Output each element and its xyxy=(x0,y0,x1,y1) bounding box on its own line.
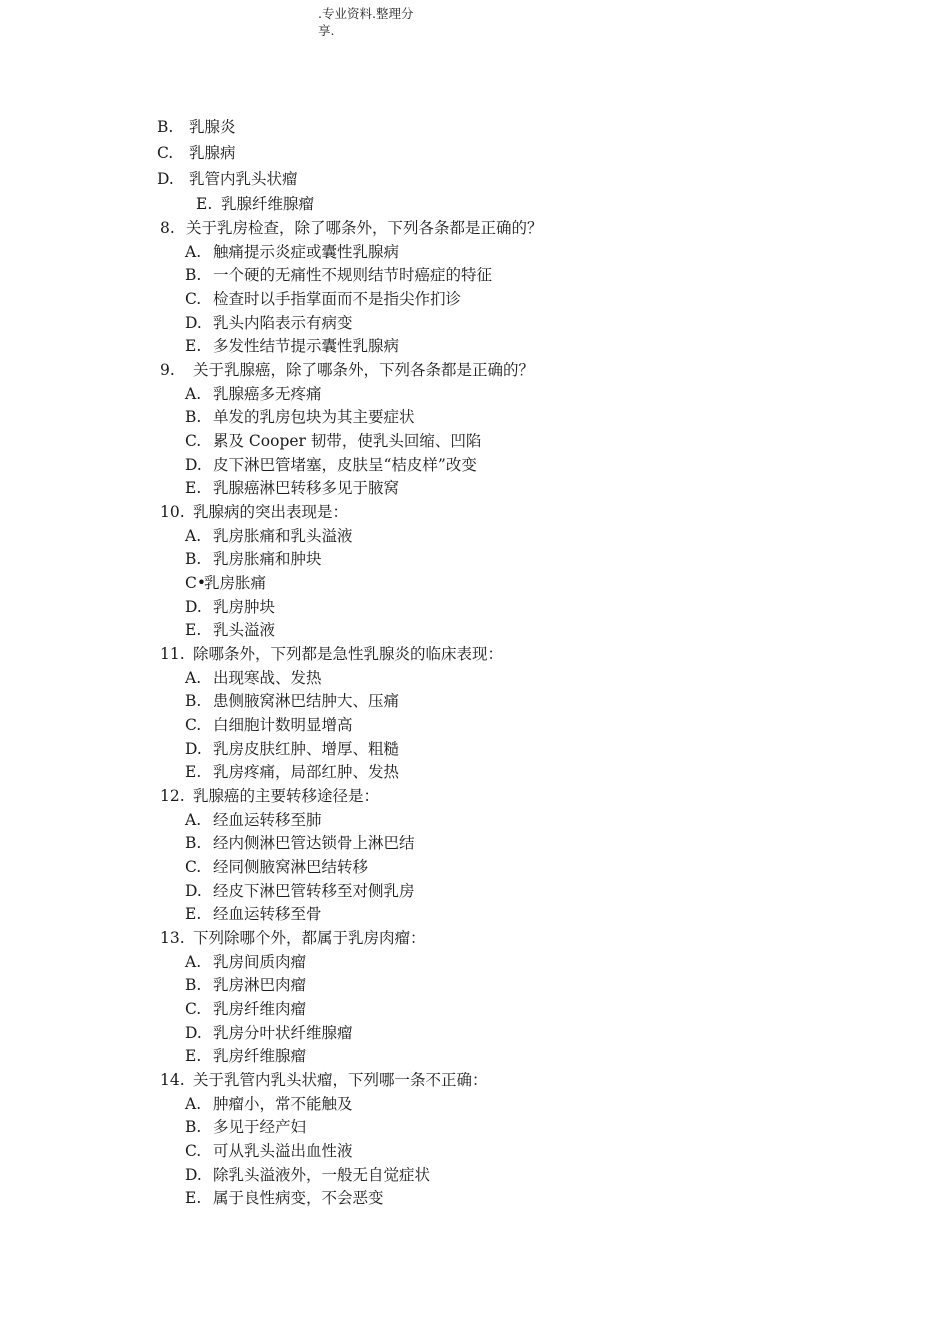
option-text: 属于良性病变，不会恶变 xyxy=(213,1189,384,1207)
option-label: B. xyxy=(185,976,202,994)
question-13-option-b xyxy=(185,975,306,995)
option-label: D. xyxy=(185,1166,202,1184)
option-label: E. xyxy=(185,337,202,355)
option-label: E. xyxy=(185,621,202,639)
option-text: 触痛提示炎症或囊性乳腺病 xyxy=(213,243,400,261)
option-label: D. xyxy=(185,456,202,474)
option-label: B. xyxy=(185,692,202,710)
option-text: 乳腺癌多无疼痛 xyxy=(213,385,322,403)
header-line-1: .专业资料.整理分 xyxy=(318,6,414,21)
question-text: 乳腺癌的主要转移途径是： xyxy=(193,787,380,805)
question-14 xyxy=(160,1070,488,1090)
question-9-option-a xyxy=(185,384,322,404)
option-label: C• xyxy=(185,574,207,592)
option-label: D. xyxy=(185,314,202,332)
option-label: C. xyxy=(185,716,202,734)
option-text: 患侧腋窝淋巴结肿大、压痛 xyxy=(213,692,400,710)
question-text: 乳腺病的突出表现是： xyxy=(193,503,349,521)
option-e xyxy=(196,194,314,214)
option-text: 乳房淋巴肉瘤 xyxy=(213,976,307,994)
question-14-option-a xyxy=(185,1094,353,1114)
option-b xyxy=(157,117,236,137)
question-9-option-d xyxy=(185,455,477,475)
option-text: 乳房胀痛 xyxy=(204,574,267,592)
option-text: 乳房肿块 xyxy=(213,598,276,616)
option-text: 经血运转移至骨 xyxy=(213,905,322,923)
question-8-option-a xyxy=(185,242,399,262)
option-text: 乳腺纤维腺瘤 xyxy=(221,195,315,213)
question-number: 13. xyxy=(160,929,185,947)
option-label: A. xyxy=(185,811,202,829)
question-12-option-d xyxy=(185,881,415,901)
option-label: A. xyxy=(185,243,202,261)
option-label: D. xyxy=(185,1024,202,1042)
option-label: A. xyxy=(185,527,202,545)
question-10 xyxy=(160,502,348,522)
option-label: A. xyxy=(185,385,202,403)
question-11-option-e xyxy=(185,762,399,782)
question-8-option-b xyxy=(185,265,492,285)
question-10-option-c xyxy=(185,573,266,593)
option-label: A. xyxy=(185,1095,202,1113)
question-10-option-b xyxy=(185,549,322,569)
option-label: D. xyxy=(157,170,174,188)
question-13-option-e xyxy=(185,1046,306,1066)
question-13-option-d xyxy=(185,1023,353,1043)
option-label: C. xyxy=(185,290,202,308)
header-line-2: 享. xyxy=(318,23,335,38)
page-header xyxy=(318,5,438,39)
question-number: 8. xyxy=(160,219,175,237)
question-13 xyxy=(160,928,426,948)
question-11-option-b xyxy=(185,691,399,711)
question-11-option-c xyxy=(185,715,353,735)
option-label: A. xyxy=(185,669,202,687)
option-text: 经皮下淋巴管转移至对侧乳房 xyxy=(213,882,415,900)
option-text: 乳腺癌淋巴转移多见于腋窝 xyxy=(213,479,400,497)
option-text: 多见于经产妇 xyxy=(213,1118,307,1136)
option-text: 皮下淋巴管堵塞，皮肤呈“桔皮样”改变 xyxy=(213,456,477,474)
question-14-option-e xyxy=(185,1188,384,1208)
option-label: A. xyxy=(185,953,202,971)
option-label: B. xyxy=(185,266,202,284)
question-8-option-d xyxy=(185,313,353,333)
question-13-option-a xyxy=(185,952,306,972)
question-number: 10. xyxy=(160,503,185,521)
question-14-option-d xyxy=(185,1165,430,1185)
option-label: E. xyxy=(185,763,202,781)
option-label: B. xyxy=(157,118,174,136)
question-10-option-e xyxy=(185,620,275,640)
question-9-option-b xyxy=(185,407,415,427)
option-text: 经血运转移至肺 xyxy=(213,811,322,829)
option-text: 乳腺病 xyxy=(189,144,236,162)
option-label: D. xyxy=(185,882,202,900)
option-label: B. xyxy=(185,550,202,568)
option-text: 乳房纤维腺瘤 xyxy=(213,1047,307,1065)
question-text: 关于乳房检查，除了哪条外，下列各条都是正确的？ xyxy=(186,219,543,237)
question-14-option-c xyxy=(185,1141,353,1161)
question-10-option-d xyxy=(185,597,275,617)
option-text: 乳管内乳头状瘤 xyxy=(189,170,298,188)
option-label: C. xyxy=(157,144,174,162)
option-text: 出现寒战、发热 xyxy=(213,669,322,687)
question-10-option-a xyxy=(185,526,353,546)
question-8-option-c xyxy=(185,289,461,309)
option-text: 白细胞计数明显增高 xyxy=(213,716,353,734)
option-label: B. xyxy=(185,408,202,426)
question-9 xyxy=(160,360,534,380)
option-text: 累及 Cooper 韧带，使乳头回缩、凹陷 xyxy=(213,432,482,450)
question-11 xyxy=(160,644,503,664)
question-8 xyxy=(160,218,543,238)
option-label: D. xyxy=(185,740,202,758)
option-text: 经内侧淋巴管达锁骨上淋巴结 xyxy=(213,834,415,852)
option-label: C. xyxy=(185,1000,202,1018)
option-text: 乳房分叶状纤维腺瘤 xyxy=(213,1024,353,1042)
option-d xyxy=(157,169,298,189)
option-c xyxy=(157,143,236,163)
option-text: 除乳头溢液外，一般无自觉症状 xyxy=(213,1166,431,1184)
question-text: 关于乳腺癌，除了哪条外，下列各条都是正确的？ xyxy=(193,361,535,379)
question-9-option-c xyxy=(185,431,481,451)
question-13-option-c xyxy=(185,999,306,1019)
option-text: 乳房皮肤红肿、增厚、粗糙 xyxy=(213,740,400,758)
option-label: D. xyxy=(185,598,202,616)
option-label: C. xyxy=(185,1142,202,1160)
question-text: 除哪条外，下列都是急性乳腺炎的临床表现： xyxy=(193,645,504,663)
question-12-option-b xyxy=(185,833,415,853)
option-text: 单发的乳房包块为其主要症状 xyxy=(213,408,415,426)
question-text: 关于乳管内乳头状瘤，下列哪一条不正确： xyxy=(193,1071,488,1089)
option-text: 乳房胀痛和肿块 xyxy=(213,550,322,568)
option-text: 乳房疼痛，局部红肿、发热 xyxy=(213,763,400,781)
option-label: C. xyxy=(185,432,202,450)
option-label: E. xyxy=(196,195,213,213)
option-text: 乳头内陷表示有病变 xyxy=(213,314,353,332)
option-text: 可从乳头溢出血性液 xyxy=(213,1142,353,1160)
option-text: 乳房纤维肉瘤 xyxy=(213,1000,307,1018)
question-14-option-b xyxy=(185,1117,306,1137)
option-label: B. xyxy=(185,1118,202,1136)
question-number: 9. xyxy=(160,361,175,379)
question-number: 11. xyxy=(160,645,185,663)
option-text: 乳房间质肉瘤 xyxy=(213,953,307,971)
option-label: B. xyxy=(185,834,202,852)
option-label: E. xyxy=(185,1047,202,1065)
option-text: 检查时以手指掌面而不是指尖作扪诊 xyxy=(213,290,462,308)
option-label: E. xyxy=(185,905,202,923)
question-11-option-a xyxy=(185,668,322,688)
question-12-option-e xyxy=(185,904,322,924)
option-text: 多发性结节提示囊性乳腺病 xyxy=(213,337,400,355)
option-text: 肿瘤小，常不能触及 xyxy=(213,1095,353,1113)
option-label: C. xyxy=(185,858,202,876)
option-label: E. xyxy=(185,1189,202,1207)
question-number: 12. xyxy=(160,787,185,805)
question-12-option-a xyxy=(185,810,322,830)
option-text: 乳房胀痛和乳头溢液 xyxy=(213,527,353,545)
question-9-option-e xyxy=(185,478,399,498)
option-text: 乳头溢液 xyxy=(213,621,276,639)
question-12-option-c xyxy=(185,857,368,877)
question-number: 14. xyxy=(160,1071,185,1089)
option-text: 经同侧腋窝淋巴结转移 xyxy=(213,858,369,876)
option-text: 乳腺炎 xyxy=(189,118,236,136)
question-8-option-e xyxy=(185,336,399,356)
option-text: 一个硬的无痛性不规则结节时癌症的特征 xyxy=(213,266,493,284)
question-text: 下列除哪个外，都属于乳房肉瘤： xyxy=(193,929,426,947)
option-label: E. xyxy=(185,479,202,497)
question-11-option-d xyxy=(185,739,399,759)
question-12 xyxy=(160,786,379,806)
